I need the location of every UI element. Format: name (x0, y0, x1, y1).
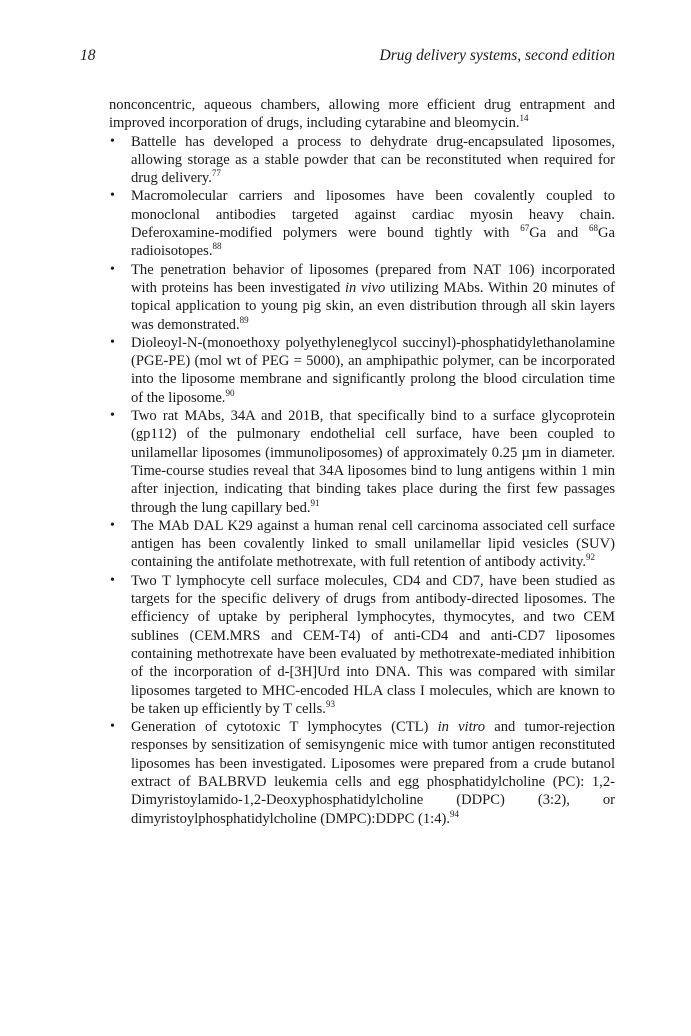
reference-superscript: 92 (585, 552, 595, 563)
continued-paragraph (109, 96, 615, 133)
item-text: Ga radioisotopes. (131, 225, 615, 260)
item-text: The penetration behavior of liposomes (prepared from NAT 106) incorporated with proteins has been investigated (131, 261, 615, 296)
list-item (109, 334, 615, 407)
item-text: Dioleoyl-N-(monoethoxy polyethyleneglycol succinyl)-phosphatidylethanolamine (PGE-PE) (mol wt of PEG = 5000), an amphipathic polymer, can be incorporated into the liposome membrane and significantly prolong the blood circulation time of the liposome. (131, 334, 615, 406)
item-text: and tumor-rejection responses by sensitization of semisyngenic mice with tumor antigen reconstituted liposomes has been investigated. Liposomes were prepared from a crude butanol extract of BALBRVD leukemia cells and egg phosphatidylcholine (PC): 1,2-Dimyristoylamido-1,2-Deoxyphosphatidylcholine (DDPC) (3:2), or dimyristoylphosphatidylcholine (DMPC):DDPC (1:4). (131, 719, 615, 827)
running-header (80, 47, 615, 67)
reference-superscript: 89 (239, 314, 249, 325)
bullet-icon: • (110, 408, 115, 424)
bullet-icon: • (110, 261, 115, 277)
list-item (109, 517, 615, 572)
reference-superscript: 93 (325, 698, 335, 709)
isotope-superscript: 68 (588, 223, 598, 234)
item-text: Generation of cytotoxic T lymphocytes (CTL) (131, 719, 438, 736)
bullet-icon: • (110, 572, 115, 588)
bullet-icon: • (110, 719, 115, 735)
bullet-icon: • (110, 188, 115, 204)
reference-superscript: 77 (211, 168, 221, 179)
running-title: Drug delivery systems, second edition (379, 47, 615, 64)
list-item (109, 261, 615, 334)
item-text: Battelle has developed a process to dehydrate drug-encapsulated liposomes, allowing storage as a stable powder that can be reconstituted when required for drug delivery. (131, 133, 615, 187)
italic-term: in vivo (344, 279, 386, 296)
list-item (109, 572, 615, 718)
list-item (109, 133, 615, 188)
bullet-icon: • (110, 334, 115, 350)
bullet-icon: • (110, 133, 115, 149)
item-text: The MAb DAL K29 against a human renal cell carcinoma associated cell surface antigen has been covalently linked to small unilamellar lipid vesicles (SUV) containing the antifolate methotrexate, with full retention of antibody activity. (131, 517, 615, 571)
item-text: Macromolecular carriers and liposomes have been covalently coupled to monoclonal antibodies targeted against cardiac myosin heavy chain. Deferoxamine-modified polymers were bound tightly with (131, 188, 615, 242)
reference-superscript: 94 (450, 808, 460, 819)
bullet-list (109, 133, 615, 828)
reference-superscript: 91 (310, 497, 320, 508)
body-text (109, 96, 615, 828)
reference-superscript: 14 (519, 113, 529, 124)
isotope-superscript: 67 (520, 223, 530, 234)
page-number: 18 (80, 47, 96, 64)
item-text: Ga and (529, 225, 589, 242)
italic-term: in vitro (437, 719, 486, 736)
reference-superscript: 90 (225, 387, 235, 398)
item-text: utilizing MAbs. Within 20 minutes of topical application to young pig skin, an even distribution through all skin layers was demonstrated. (131, 279, 615, 333)
item-text: Two T lymphocyte cell surface molecules, CD4 and CD7, have been studied as targets for the specific delivery of drugs from antibody-directed liposomes. The efficiency of uptake by peripheral lymphocytes, thymocytes, and two CEM sublines (CEM.MRS and CEM-T4) of anti-CD4 and anti-CD7 liposomes containing methotrexate have been evaluated by methotrexate-mediated inhibition of the incorporation of d-[3H]Urd into DNA. This was compared with similar liposomes targeted to MHC-encoded HLA class I molecules, which are known to be taken up efficiently by T cells. (131, 572, 615, 717)
list-item (109, 187, 615, 260)
list-item (109, 407, 615, 517)
bullet-icon: • (110, 517, 115, 533)
paragraph-text: nonconcentric, aqueous chambers, allowing more efficient drug entrapment and improved incorporation of drugs, including cytarabine and bleomycin. (109, 97, 615, 132)
item-text: Two rat MAbs, 34A and 201B, that specifically bind to a surface glycoprotein (gp112) of the pulmonary endothelial cell surface, have been coupled to unilamellar liposomes (immunoliposomes) of approximately 0.25 µm in diameter. Time-course studies reveal that 34A liposomes bind to lung antigens within 1 min after injection, indicating that binding takes place during the first few passages through the lung capillary bed. (131, 408, 615, 516)
list-item (109, 718, 615, 828)
reference-superscript: 88 (212, 241, 222, 252)
